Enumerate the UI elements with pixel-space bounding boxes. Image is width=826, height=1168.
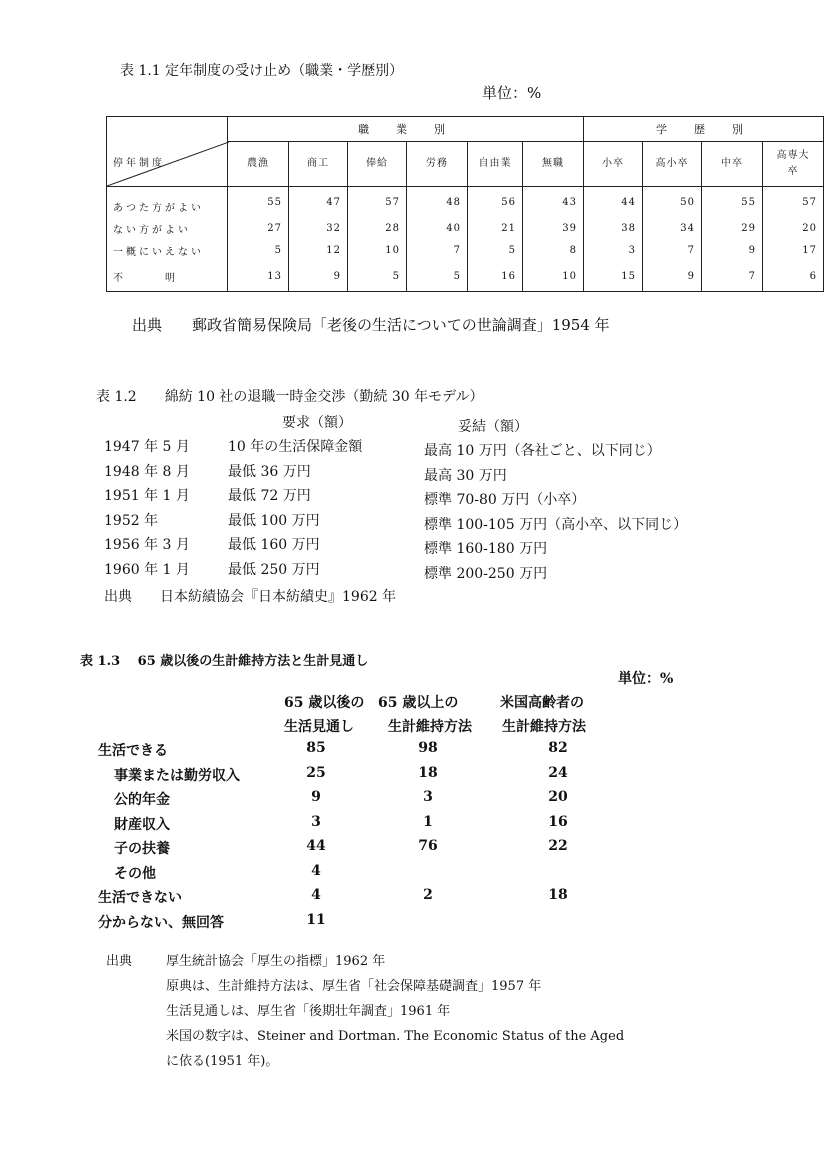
table1-cell: 21 [468, 217, 523, 239]
table1-cell: 38 [584, 217, 643, 239]
table2-demand: 最低 36 万円 [228, 464, 311, 480]
table3-cell: 24 [548, 765, 568, 781]
table2-demand: 最低 160 万円 [228, 537, 320, 553]
table3-cell: 16 [548, 814, 568, 830]
table2-date: 1948 年 8 月 [104, 464, 190, 480]
table1-row-label: ない方がよい [107, 217, 228, 239]
table1-col-header: 中卒 [702, 142, 763, 187]
table1-cell: 16 [468, 261, 523, 292]
table1-cell: 57 [763, 187, 824, 218]
table3-row-label: 事業または勤労収入 [114, 768, 240, 784]
table1-cell: 5 [407, 261, 468, 292]
table1-col-header: 商工 [289, 142, 348, 187]
table3-header-b-line2: 生計維持方法 [388, 719, 472, 735]
table1-cell: 15 [584, 261, 643, 292]
table3-cell: 22 [548, 838, 568, 854]
table1-cell: 57 [348, 187, 407, 218]
table3-cell: 20 [548, 789, 568, 805]
table1-cell: 10 [523, 261, 584, 292]
corner-diagonal [107, 142, 229, 186]
table1-source: 出典 郵政省簡易保険局「老後の生活についての世論調査」1954 年 [132, 316, 610, 334]
table2-demand: 最低 72 万円 [228, 488, 311, 504]
table3-header-a-line2: 生活見通し [284, 719, 354, 735]
table1-col-header: 小卒 [584, 142, 643, 187]
table3-source-line: 生活見通しは、厚生省「後期壮年調査」1961 年 [166, 1004, 451, 1019]
table1-col-header: 労務 [407, 142, 468, 187]
table3-title: 表 1.3 65 歳以後の生計維持方法と生計見通し [80, 654, 369, 669]
table1-cell: 10 [348, 239, 407, 261]
table3-cell: 82 [548, 740, 568, 756]
table2-settle: 標準 160-180 万円 [424, 541, 548, 557]
table3-header-c-line1: 米国高齢者の [500, 695, 584, 711]
table3-source-line: 米国の数字は、Steiner and Dortman. The Economic Status of the Aged [166, 1029, 625, 1044]
table2-date: 1952 年 [104, 513, 159, 529]
table1-group-education: 学 歴 別 [584, 117, 824, 142]
table3-cell: 85 [306, 740, 326, 756]
table1-cell: 44 [584, 187, 643, 218]
table1-cell: 55 [702, 187, 763, 218]
table3-source-line: 原典は、生計維持方法は、厚生省「社会保障基礎調査」1957 年 [166, 979, 542, 994]
table3-unit: 単位：% [618, 671, 674, 687]
table3-cell: 25 [306, 765, 326, 781]
table1-cell: 28 [348, 217, 407, 239]
table3-cell: 9 [311, 789, 321, 805]
table1-col-header: 自由業 [468, 142, 523, 187]
table1-title: 表 1.1 定年制度の受け止め（職業・学歴別） [120, 63, 404, 79]
table1-cell: 43 [523, 187, 584, 218]
table3-cell: 11 [306, 912, 326, 928]
table3-cell: 18 [548, 887, 568, 903]
table1-cell: 8 [523, 239, 584, 261]
table1-col-header: 高小卒 [643, 142, 702, 187]
table1-cell: 39 [523, 217, 584, 239]
table1-cell: 5 [468, 239, 523, 261]
table1-cell: 55 [228, 187, 289, 218]
table2-col-demand: 要求（額） [282, 415, 352, 431]
table1-col-header: 高専大卒 [763, 142, 824, 187]
table1-cell: 6 [763, 261, 824, 292]
table1-cell: 20 [763, 217, 824, 239]
table3-source-label: 出典 [106, 954, 133, 969]
table1 [106, 116, 824, 292]
table3-cell: 3 [311, 814, 321, 830]
table1-cell: 48 [407, 187, 468, 218]
table3-row-label: 生活できる [98, 743, 168, 759]
table3-cell: 18 [418, 765, 438, 781]
table-row [107, 239, 824, 261]
table3-cell: 76 [418, 838, 438, 854]
table2-settle: 標準 100-105 万円（高小卒、以下同じ） [424, 517, 688, 533]
table1-cell: 7 [702, 261, 763, 292]
table3-cell: 4 [311, 863, 321, 879]
table1-cell: 9 [289, 261, 348, 292]
table2-date: 1947 年 5 月 [104, 439, 190, 455]
table2-settle: 標準 70-80 万円（小卒） [424, 492, 586, 508]
table1-corner-top [107, 117, 228, 142]
table1-cell: 9 [702, 239, 763, 261]
table1-cell: 56 [468, 187, 523, 218]
table1-cell: 7 [643, 239, 702, 261]
table1-row-label: 不 明 [107, 261, 228, 292]
table3-row-label: 財産収入 [114, 817, 170, 833]
table3-cell: 2 [423, 887, 433, 903]
table1-cell: 3 [584, 239, 643, 261]
table1-col-header: 農漁 [228, 142, 289, 187]
table2-demand: 10 年の生活保障金額 [228, 439, 363, 455]
table2-settle: 標準 200-250 万円 [424, 566, 548, 582]
table1-cell: 32 [289, 217, 348, 239]
table1-cell: 29 [702, 217, 763, 239]
table1-cell: 27 [228, 217, 289, 239]
table2-demand: 最低 250 万円 [228, 562, 320, 578]
table1-cell: 9 [643, 261, 702, 292]
table3-row-label: 公的年金 [114, 792, 170, 808]
table1-cell: 5 [228, 239, 289, 261]
table1-cell: 7 [407, 239, 468, 261]
table3-source-line: 厚生統計協会「厚生の指標」1962 年 [166, 954, 386, 969]
table3-cell: 4 [311, 887, 321, 903]
table1-col-header: 無職 [523, 142, 584, 187]
table1-cell: 5 [348, 261, 407, 292]
table3-header-b-line1: 65 歳以上の [378, 695, 459, 711]
table2-date: 1960 年 1 月 [104, 562, 190, 578]
table1-cell: 13 [228, 261, 289, 292]
table3-header-a-line1: 65 歳以後の [284, 695, 365, 711]
table2-date: 1956 年 3 月 [104, 537, 190, 553]
table3-cell: 98 [418, 740, 438, 756]
table3-row-label: 子の扶養 [114, 841, 170, 857]
table1-unit: 単位：% [482, 84, 542, 102]
table3-source-line: に依る(1951 年)。 [166, 1054, 279, 1069]
table2-source: 出典 日本紡績協会『日本紡績史』1962 年 [104, 589, 397, 605]
table1-row-label: あつた方がよい [107, 187, 228, 218]
table2-settle: 最高 10 万円（各社ごと、以下同じ） [424, 443, 661, 459]
table3-header-c-line2: 生計維持方法 [502, 719, 586, 735]
table3-cell: 3 [423, 789, 433, 805]
table3-row-label: 分からない、無回答 [98, 915, 224, 931]
table1-corner-label: 停年制度 [107, 142, 228, 187]
table1-row-label: 一概にいえない [107, 239, 228, 261]
table2-title: 表 1.2 綿紡 10 社の退職一時金交渉（勤続 30 年モデル） [96, 389, 484, 405]
table-row [107, 187, 824, 218]
table3-cell: 1 [423, 814, 433, 830]
table-row [107, 217, 824, 239]
table1-cell: 17 [763, 239, 824, 261]
table3-row-label: その他 [114, 866, 156, 882]
table-row [107, 261, 824, 292]
table2-col-settle: 妥結（額） [458, 419, 528, 435]
table1-cell: 40 [407, 217, 468, 239]
table1-cell: 50 [643, 187, 702, 218]
table1-cell: 47 [289, 187, 348, 218]
table1-cell: 34 [643, 217, 702, 239]
table1-col-header: 俸給 [348, 142, 407, 187]
table2-date: 1951 年 1 月 [104, 488, 190, 504]
table2-demand: 最低 100 万円 [228, 513, 320, 529]
table1-cell: 12 [289, 239, 348, 261]
table3-cell: 44 [306, 838, 326, 854]
table1-group-occupation: 職 業 別 [228, 117, 584, 142]
table2-settle: 最高 30 万円 [424, 468, 507, 484]
table3-row-label: 生活できない [98, 890, 182, 906]
